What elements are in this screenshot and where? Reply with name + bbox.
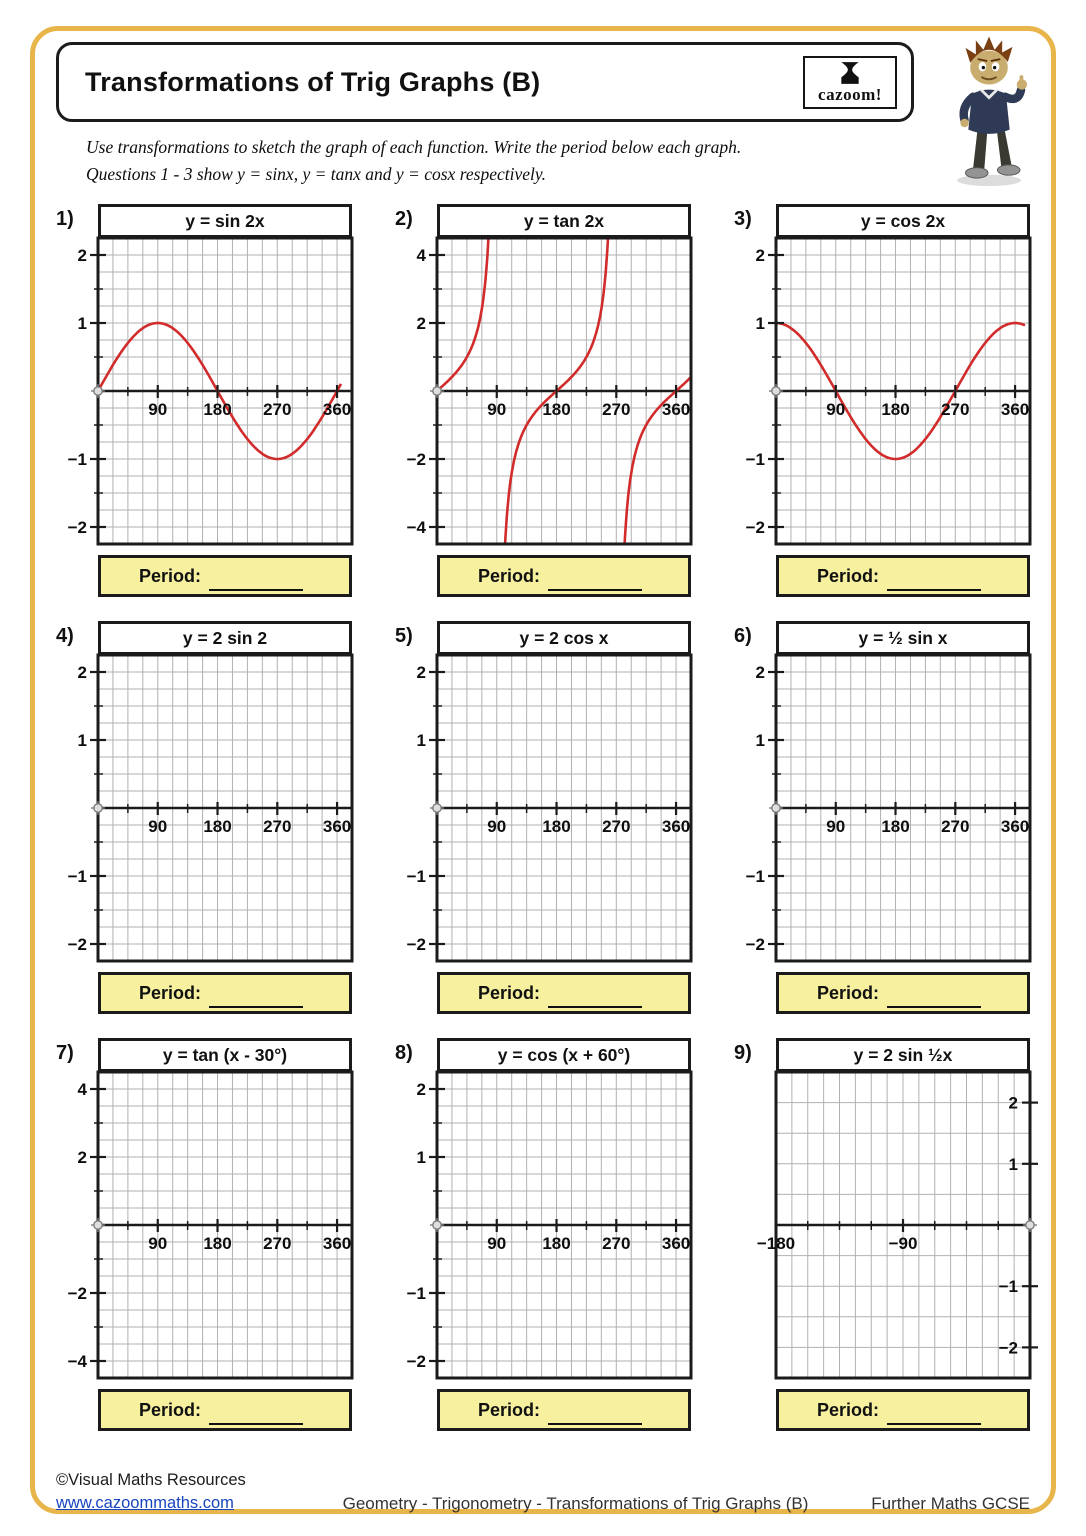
x-tick-label: 180 <box>542 400 571 420</box>
question-number: 6) <box>734 625 752 648</box>
question-panel-1 <box>56 204 352 597</box>
x-tick-label: 90 <box>148 817 168 837</box>
trig-graph-7 <box>64 1069 362 1381</box>
period-box <box>98 555 352 597</box>
question-number: 3) <box>734 208 752 231</box>
question-panel-2 <box>395 204 691 597</box>
question-number: 8) <box>395 1042 413 1065</box>
x-tick-label: 270 <box>263 400 292 420</box>
x-tick-label: 270 <box>941 817 970 837</box>
x-tick-label: 90 <box>487 817 507 837</box>
x-tick-label: −180 <box>756 1234 796 1254</box>
period-box <box>437 555 691 597</box>
panel-body <box>756 1038 1030 1431</box>
question-panel-3 <box>734 204 1030 597</box>
y-tick-label: 2 <box>416 1080 426 1100</box>
panel-body <box>406 204 691 597</box>
period-label: Period: <box>478 982 541 1003</box>
x-tick-label: 360 <box>661 400 691 420</box>
period-box <box>776 555 1030 597</box>
copyright-text: ©Visual Maths Resources <box>56 1471 246 1490</box>
x-tick-label: 90 <box>826 400 846 420</box>
x-tick-label: 270 <box>263 1234 292 1254</box>
website-link[interactable]: www.cazoommaths.com <box>56 1494 234 1513</box>
worksheet-grid <box>56 204 1030 1455</box>
period-answer-blank[interactable] <box>887 1405 981 1425</box>
footer-credits <box>56 1469 301 1515</box>
instructions-line-2: Questions 1 - 3 show y = sinx, y = tanx and y = cosx respectively. <box>86 164 547 185</box>
period-answer-blank[interactable] <box>887 571 981 591</box>
function-label: y = cos (x + 60°) <box>437 1038 691 1072</box>
panel-body <box>67 204 352 597</box>
trig-graph-6 <box>742 652 1040 964</box>
period-answer-blank[interactable] <box>548 988 642 1008</box>
question-panel-5 <box>395 621 691 1014</box>
question-panel-6 <box>734 621 1030 1014</box>
period-label: Period: <box>817 565 880 586</box>
panel-body <box>406 621 691 1014</box>
trig-graph-8 <box>403 1069 701 1381</box>
x-tick-label: 90 <box>148 1234 168 1254</box>
y-tick-label: −4 <box>67 1352 87 1372</box>
panel-body <box>67 621 352 1014</box>
period-answer-blank[interactable] <box>209 571 303 591</box>
y-tick-label: 2 <box>416 663 426 683</box>
period-answer-blank[interactable] <box>548 571 642 591</box>
y-tick-label: −1 <box>745 450 765 470</box>
y-tick-label: 4 <box>77 1080 87 1100</box>
x-tick-label: 90 <box>148 400 168 420</box>
y-tick-label: −2 <box>406 450 426 470</box>
function-label: y = cos 2x <box>776 204 1030 238</box>
x-tick-label: 360 <box>322 400 352 420</box>
instructions <box>86 134 1030 188</box>
period-answer-blank[interactable] <box>209 988 303 1008</box>
x-tick-label: 90 <box>487 400 507 420</box>
question-panel-8 <box>395 1038 691 1431</box>
y-tick-label: 1 <box>755 314 765 334</box>
question-number: 9) <box>734 1042 752 1065</box>
y-tick-label: −2 <box>67 518 87 538</box>
cazoom-logo <box>803 56 897 109</box>
trig-graph-5 <box>403 652 701 964</box>
y-tick-label: −2 <box>998 1338 1018 1358</box>
y-tick-label: −2 <box>406 1352 426 1372</box>
y-tick-label: −1 <box>745 867 765 887</box>
y-tick-label: −1 <box>67 450 87 470</box>
x-tick-label: 180 <box>881 817 910 837</box>
x-tick-label: −90 <box>888 1234 918 1254</box>
footer-course: Further Maths GCSE <box>871 1494 1030 1514</box>
y-tick-label: 1 <box>1008 1155 1018 1175</box>
trig-graph-3 <box>742 235 1040 547</box>
instructions-line-1: Use transformations to sketch the graph of each function. Write the period below each graph. <box>86 137 742 157</box>
period-answer-blank[interactable] <box>887 988 981 1008</box>
y-tick-label: −2 <box>745 935 765 955</box>
panel-body <box>745 204 1030 597</box>
period-label: Period: <box>139 1399 202 1420</box>
y-tick-label: −2 <box>67 1284 87 1304</box>
x-tick-label: 180 <box>881 400 910 420</box>
x-tick-label: 180 <box>203 400 232 420</box>
question-number: 5) <box>395 625 413 648</box>
period-answer-blank[interactable] <box>548 1405 642 1425</box>
y-tick-label: 1 <box>755 731 765 751</box>
x-tick-label: 270 <box>602 400 631 420</box>
x-tick-label: 270 <box>263 817 292 837</box>
function-label: y = 2 cos x <box>437 621 691 655</box>
y-tick-label: 2 <box>77 1148 87 1168</box>
page-title: Transformations of Trig Graphs (B) <box>85 66 541 97</box>
title-box <box>56 42 914 122</box>
cazoom-logo-icon <box>837 61 863 85</box>
question-panel-7 <box>56 1038 352 1431</box>
function-label: y = sin 2x <box>98 204 352 238</box>
x-tick-label: 90 <box>826 817 846 837</box>
y-tick-label: 2 <box>416 314 426 334</box>
y-tick-label: −1 <box>67 867 87 887</box>
x-tick-label: 360 <box>661 1234 691 1254</box>
header <box>56 42 1030 122</box>
question-number: 1) <box>56 208 74 231</box>
period-box <box>98 972 352 1014</box>
trig-graph-2 <box>403 235 701 547</box>
trig-graph-9 <box>742 1069 1040 1381</box>
y-tick-label: −1 <box>406 1284 426 1304</box>
y-tick-label: −1 <box>406 867 426 887</box>
y-tick-label: −1 <box>998 1277 1018 1297</box>
y-tick-label: −4 <box>406 518 426 538</box>
x-tick-label: 180 <box>542 1234 571 1254</box>
y-tick-label: 2 <box>755 246 765 266</box>
x-tick-label: 180 <box>203 1234 232 1254</box>
x-tick-label: 360 <box>661 817 691 837</box>
y-tick-label: 1 <box>416 731 426 751</box>
x-tick-label: 90 <box>487 1234 507 1254</box>
x-tick-label: 360 <box>1000 400 1030 420</box>
logo-text: cazoom! <box>818 84 882 104</box>
trig-graph-4 <box>64 652 362 964</box>
y-tick-label: 1 <box>77 314 87 334</box>
x-tick-label: 180 <box>542 817 571 837</box>
period-box <box>776 1389 1030 1431</box>
question-number: 7) <box>56 1042 74 1065</box>
x-tick-label: 360 <box>1000 817 1030 837</box>
period-label: Period: <box>817 982 880 1003</box>
function-label: y = 2 sin 2 <box>98 621 352 655</box>
y-tick-label: −2 <box>67 935 87 955</box>
period-box <box>437 972 691 1014</box>
y-tick-label: 1 <box>416 1148 426 1168</box>
question-panel-4 <box>56 621 352 1014</box>
question-number: 4) <box>56 625 74 648</box>
function-label: y = 2 sin ½x <box>776 1038 1030 1072</box>
period-label: Period: <box>478 1399 541 1420</box>
y-tick-label: −2 <box>406 935 426 955</box>
x-tick-label: 270 <box>602 817 631 837</box>
question-panel-9 <box>734 1038 1030 1431</box>
footer <box>56 1469 1030 1515</box>
question-number: 2) <box>395 208 413 231</box>
footer-topic: Geometry - Trigonometry - Transformations of Trig Graphs (B) <box>342 1494 809 1514</box>
period-answer-blank[interactable] <box>209 1405 303 1425</box>
x-tick-label: 270 <box>941 400 970 420</box>
x-tick-label: 360 <box>322 1234 352 1254</box>
x-tick-label: 360 <box>322 817 352 837</box>
y-tick-label: 2 <box>77 246 87 266</box>
period-box <box>98 1389 352 1431</box>
function-label: y = tan (x - 30°) <box>98 1038 352 1072</box>
period-label: Period: <box>139 565 202 586</box>
y-tick-label: 2 <box>755 663 765 683</box>
period-label: Period: <box>478 565 541 586</box>
y-tick-label: 2 <box>77 663 87 683</box>
panel-body <box>67 1038 352 1431</box>
period-label: Period: <box>139 982 202 1003</box>
x-tick-label: 270 <box>602 1234 631 1254</box>
x-tick-label: 180 <box>203 817 232 837</box>
period-box <box>437 1389 691 1431</box>
panel-body <box>745 621 1030 1014</box>
function-label: y = tan 2x <box>437 204 691 238</box>
y-tick-label: 4 <box>416 246 426 266</box>
function-label: y = ½ sin x <box>776 621 1030 655</box>
y-tick-label: −2 <box>745 518 765 538</box>
period-box <box>776 972 1030 1014</box>
y-tick-label: 1 <box>77 731 87 751</box>
trig-graph-1 <box>64 235 362 547</box>
period-label: Period: <box>817 1399 880 1420</box>
y-tick-label: 2 <box>1008 1093 1018 1113</box>
panel-body <box>406 1038 691 1431</box>
